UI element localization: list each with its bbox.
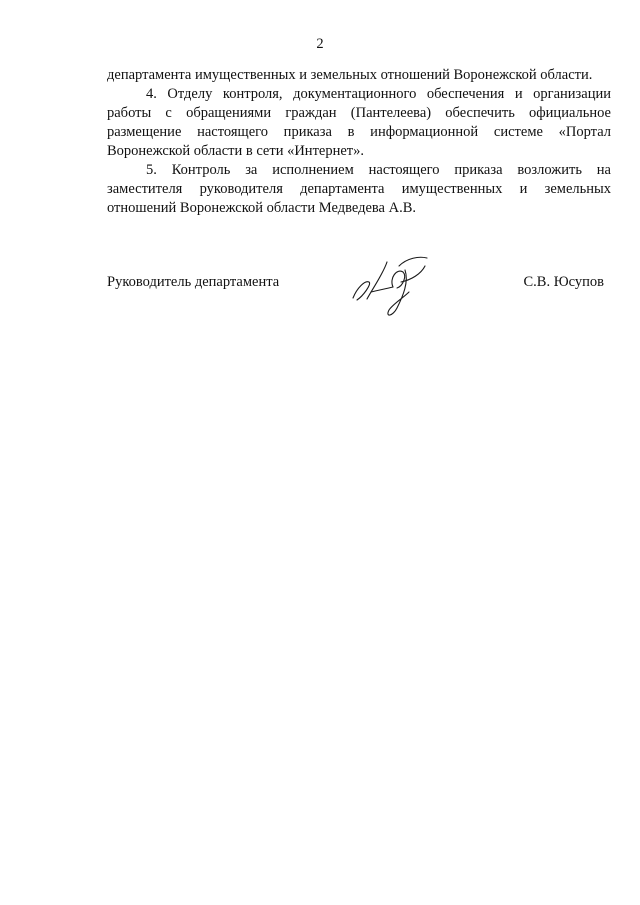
paragraph-item-4: 4. Отделу контроля, документационного обеспечения и организации работы с обращениями граждан (Пантелеева) обеспечить официальное размещение настоящего приказа в информационной системе «Портал Воронежской области в сети «Интернет». [107,86,611,159]
paragraph-item-5: 5. Контроль за исполнением настоящего приказа возложить на заместителя руководителя департамента имущественных и земельных отношений Воронежской области Медведева А.В. [107,162,611,216]
signatory-name: С.В. Юсупов [523,274,604,290]
document-body [107,66,611,218]
signature-block [107,274,604,334]
page-number: 2 [316,36,324,52]
paragraph-continuation: департамента имущественных и земельных отношений Воронежской области. [107,67,593,83]
signatory-position: Руководитель департамента [107,274,280,290]
handwritten-signature-icon [343,252,443,322]
